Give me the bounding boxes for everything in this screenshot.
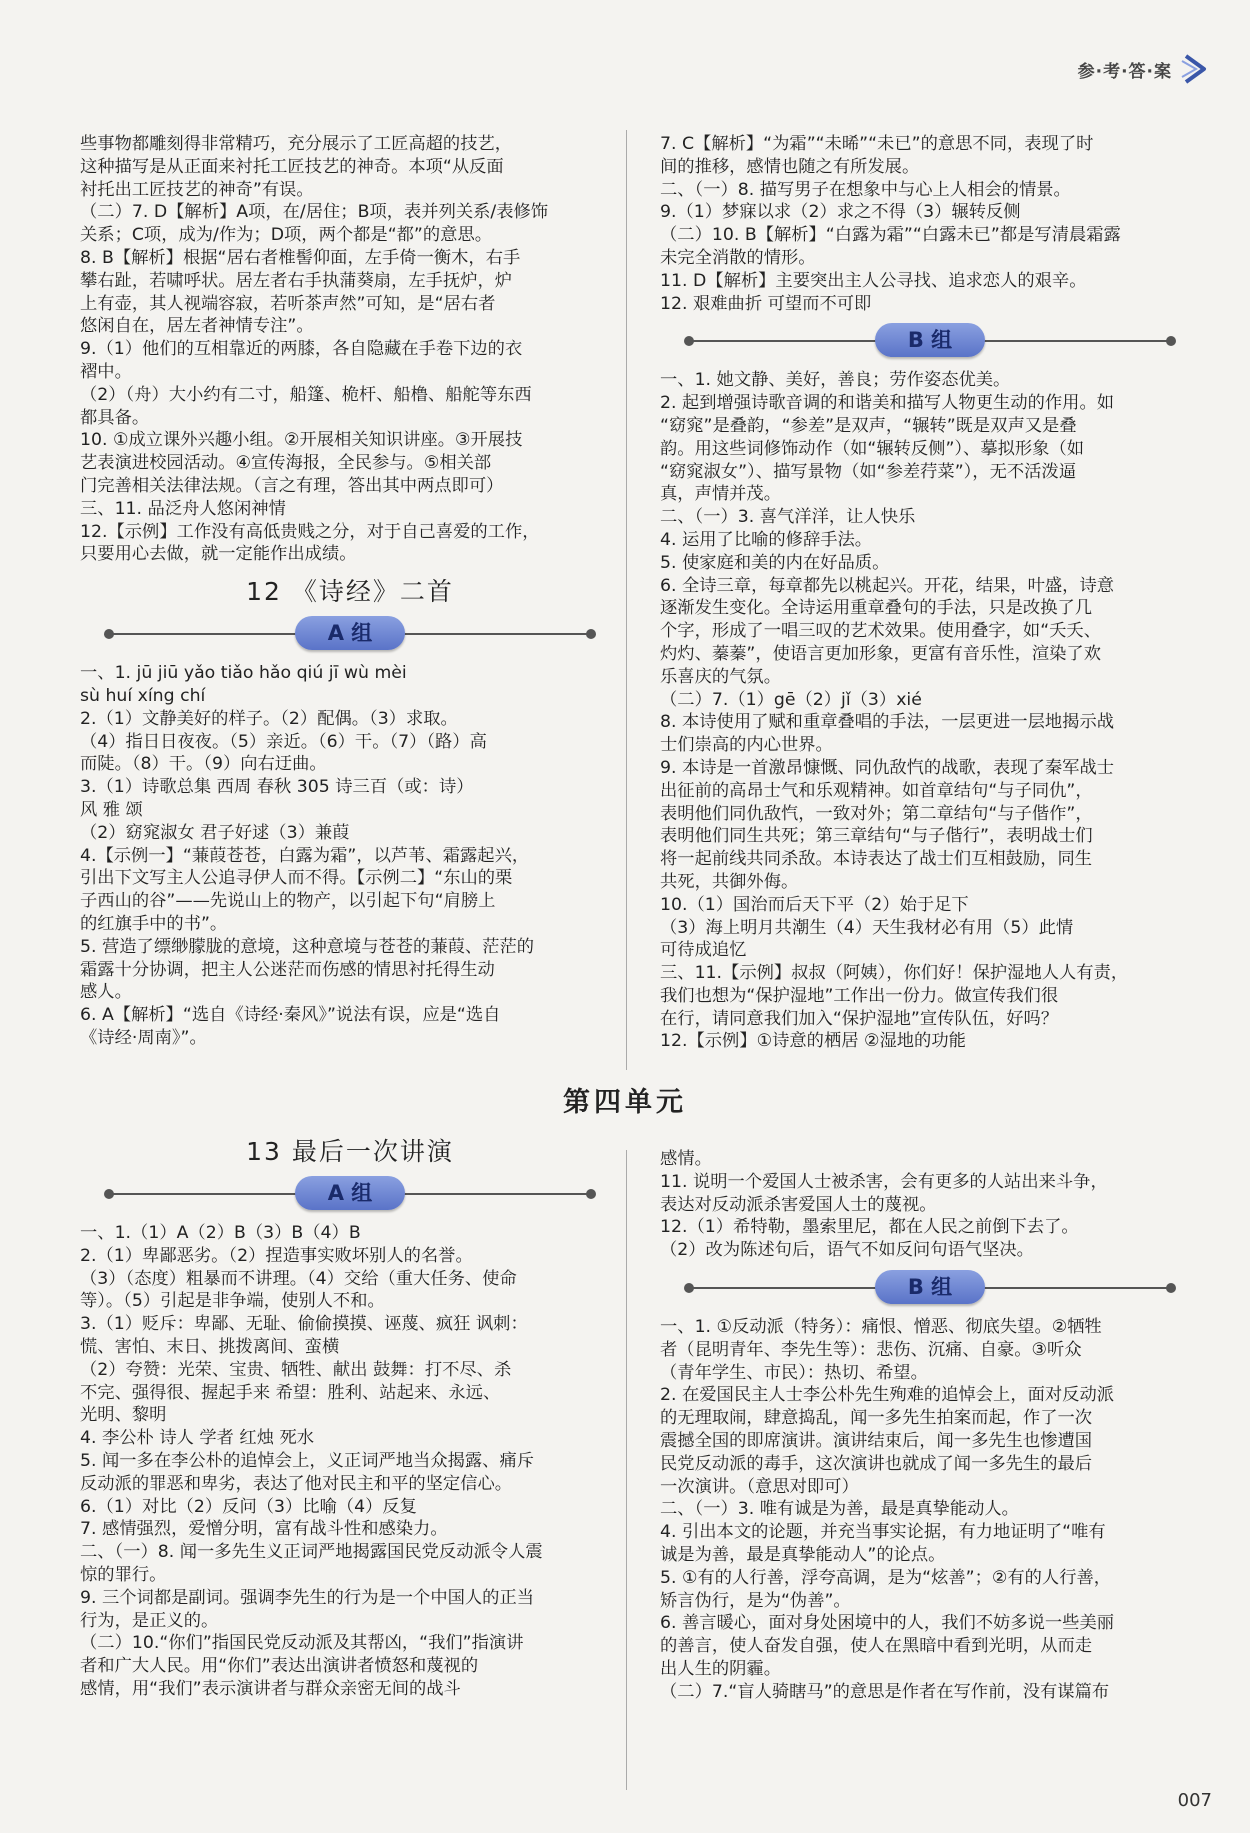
answer-line: 些事物都雕刻得非常精巧，充分展示了工匠高超的技艺， xyxy=(80,134,513,154)
answer-line: 关系；C项，成为/作为；D项，两个都是“都”的意思。 xyxy=(80,225,493,246)
answer-line: 7. C【解析】“为霜”“未晞”“未已”的意思不同，表现了时 xyxy=(660,134,1094,154)
group-a-badge: A 组 xyxy=(295,616,405,650)
answer-line: sù huí xíng chí xyxy=(80,685,206,706)
answer-line: 不完、强得很、握起手来 希望：胜利、站起来、永远、 xyxy=(80,1382,501,1403)
answer-line: 灼灼、蓁蓁”，使语言更加形象，更富有音乐性，渲染了欢 xyxy=(660,643,1101,664)
answer-line: 4. 引出本文的论题，并充当事实论据，有力地证明了“唯有 xyxy=(660,1522,1106,1543)
answer-line: 感情，用“我们”表示演讲者与群众亲密无间的战斗 xyxy=(80,1678,461,1699)
answer-line: 5. 闻一多在李公朴的追悼会上，义正词严地当众揭露、痛斥 xyxy=(80,1450,535,1471)
answer-line: 6. 全诗三章，每章都先以桃起兴。开花，结果，叶盛，诗意 xyxy=(660,575,1115,596)
answer-lines xyxy=(660,133,1200,315)
group-a-divider xyxy=(80,616,620,652)
answer-line: 7. 感情强烈，爱憎分明，富有战斗性和感染力。 xyxy=(80,1519,448,1540)
answer-line: 表明他们同仇敌忾，一致对外；第二章结句“与子偕作”， xyxy=(660,803,1093,824)
answer-line: 真，声情并茂。 xyxy=(660,484,781,505)
answer-line: 的善言，使人奋发自强，使人在黑暗中看到光明，从而走 xyxy=(660,1636,1093,1657)
answer-line: 衬托出工匠技艺的神奇”有误。 xyxy=(80,179,314,200)
right-upper-column xyxy=(660,133,1200,1053)
answer-line: 光明、黎明 xyxy=(80,1405,167,1426)
answer-line: 这种描写是从正面来衬托工匠技艺的神奇。本项“从反面 xyxy=(80,156,504,177)
page-number: 007 xyxy=(1177,1790,1212,1811)
answer-lines xyxy=(80,133,620,566)
answer-lines xyxy=(80,1222,620,1701)
answer-line: 只要用心去做，就一定能作出成绩。 xyxy=(80,544,357,565)
answer-line: 悠闲自在，居左者神情专注”。 xyxy=(80,316,314,337)
answer-line: 感情。 xyxy=(660,1149,712,1169)
answer-line: 11. 说明一个爱国人士被杀害，会有更多的人站出来斗争， xyxy=(660,1171,1108,1192)
chevron-right-icon xyxy=(1178,52,1212,86)
answer-line: 3.（1）贬斥：卑鄙、无耻、偷偷摸摸、诬蔑、疯狂 讽刺： xyxy=(80,1314,528,1335)
answer-line: 10.（1）国治而后天下平（2）始于足下 xyxy=(660,894,969,915)
answer-line: 者和广大人民。用“你们”表达出演讲者愤怒和蔑视的 xyxy=(80,1656,479,1677)
answer-line: 一、1.（1）A（2）B（3）B（4）B xyxy=(80,1223,361,1243)
answer-line: 个字，形成了一唱三叹的艺术效果。使用叠字，如“夭夭、 xyxy=(660,621,1101,642)
column-divider xyxy=(626,1150,627,1790)
answer-line: 9.（1）梦寐以求（2）求之不得（3）辗转反侧 xyxy=(660,202,1021,223)
column-divider xyxy=(626,130,627,1070)
answer-line: 表明他们同生共死；第三章结句“与子偕行”，表明战士们 xyxy=(660,826,1093,847)
left-lower-column xyxy=(80,1126,620,1701)
answer-line: 矫言伪行，是为“伪善”。 xyxy=(660,1590,851,1611)
answer-line: 2.（1）卑鄙恶劣。（2）捏造事实败坏别人的名誉。 xyxy=(80,1245,473,1266)
answer-line: 11. D【解析】主要突出主人公寻找、追求恋人的艰辛。 xyxy=(660,270,1087,291)
answer-line: 5. 营造了缥缈朦胧的意境，这种意境与苍苍的蒹葭、茫茫的 xyxy=(80,936,535,957)
answer-line: 行为，是正义的。 xyxy=(80,1610,219,1631)
answer-line: （3）（态度）粗暴而不讲理。（4）交给（重大任务、使命 xyxy=(80,1268,517,1289)
answer-line: 6. 善言暖心，面对身处困境中的人，我们不妨多说一些美丽 xyxy=(660,1613,1115,1634)
answer-line: （3）海上明月共潮生（4）天生我材必有用（5）此情 xyxy=(660,917,1074,938)
answer-line: 而陡。（8）干。（9）向右迂曲。 xyxy=(80,754,327,775)
answer-line: （2）夸赞：光荣、宝贵、牺牲、献出 鼓舞：打不尽、杀 xyxy=(80,1359,512,1380)
answer-lines xyxy=(660,1148,1200,1262)
left-upper-column xyxy=(80,133,620,1050)
answer-line: 霜露十分协调，把主人公迷茫而伤感的情思衬托得生动 xyxy=(80,959,495,980)
answer-line: 4.【示例一】“蒹葭苍苍，白露为霜”，以芦苇、霜露起兴， xyxy=(80,845,530,866)
answer-line: 10. ①成立课外兴趣小组。②开展相关知识讲座。③开展技 xyxy=(80,430,523,451)
answer-line: （2）（舟）大小约有二寸，船篷、桅杆、船橹、船舵等东西 xyxy=(80,384,532,405)
answer-line: 一次演讲。（意思对即可） xyxy=(660,1476,859,1497)
answer-line: 2. 起到增强诗歌音调的和谐美和描写人物更生动的作用。如 xyxy=(660,393,1115,414)
answer-line: 二、（一）8. 闻一多先生义正词严地揭露国民党反动派令人震 xyxy=(80,1542,543,1563)
answer-line: 的无理取闹，肆意捣乱，闻一多先生拍案而起，作了一次 xyxy=(660,1408,1093,1429)
answer-line: 12.【示例】工作没有高低贵贱之分，对于自己喜爱的工作， xyxy=(80,521,540,542)
group-a-divider xyxy=(80,1176,620,1212)
answer-line: （青年学生、市民）：热切、希望。 xyxy=(660,1362,928,1383)
answer-line: 9. 本诗是一首激昂慷慨、同仇敌忾的战歌，表现了秦军战士 xyxy=(660,757,1115,778)
answer-line: 二、（一）3. 喜气洋洋，让人快乐 xyxy=(660,507,916,528)
answer-line: 乐喜庆的气氛。 xyxy=(660,666,781,687)
answer-line: 诚是为善，最是真挚能动人”的论点。 xyxy=(660,1544,946,1565)
answer-line: 8. B【解析】根据“居右者椎髻仰面，左手倚一衡木，右手 xyxy=(80,247,521,268)
answer-line: 4. 运用了比喻的修辞手法。 xyxy=(660,529,873,550)
answer-line: 6. A【解析】“选自《诗经·秦风》”说法有误，应是“选自 xyxy=(80,1005,501,1026)
answer-line: 等）。（5）引起是非争端，使别人不和。 xyxy=(80,1291,385,1312)
answer-line: （4）指日日夜夜。（5）亲近。（6）干。（7）（路）高 xyxy=(80,731,487,752)
group-b-divider xyxy=(660,323,1200,359)
answer-line: 艺表演进校园活动。④宣传海报，全民参与。⑤相关部 xyxy=(80,453,492,474)
answer-line: 士们崇高的内心世界。 xyxy=(660,735,833,756)
answer-line: 9.（1）他们的互相靠近的两膝，各自隐藏在手卷下边的衣 xyxy=(80,339,523,360)
unit-title: 第四单元 xyxy=(563,1087,687,1118)
answer-line: 韵。用这些词修饰动作（如“辗转反侧”）、摹拟形象（如 xyxy=(660,438,1085,459)
answer-line: 6.（1）对比（2）反问（3）比喻（4）反复 xyxy=(80,1496,417,1517)
answer-lines xyxy=(660,369,1200,1053)
answer-line: 2. 在爱国民主人士李公朴先生殉难的追悼会上，面对反动派 xyxy=(660,1385,1115,1406)
lesson-title-12: 12 《诗经》二首 xyxy=(246,577,454,607)
answer-line: 8. 本诗使用了赋和重章叠唱的手法，一层更进一层地揭示战 xyxy=(660,712,1115,733)
answer-line: 可待成追忆 xyxy=(660,940,747,961)
answer-line: 9. 三个词都是副词。强调李先生的行为是一个中国人的正当 xyxy=(80,1587,535,1608)
group-b-divider xyxy=(660,1270,1200,1306)
answer-line: （二）7.（1）gē（2）jǐ（3）xié xyxy=(660,689,922,710)
answer-line: 风 雅 颂 xyxy=(80,799,143,820)
answer-line: 二、（一）8. 描写男子在想象中与心上人相会的情景。 xyxy=(660,179,1071,200)
answer-line: 者（昆明青年、李先生等）：悲伤、沉痛、自豪。③听众 xyxy=(660,1339,1082,1360)
answer-line: 民党反动派的毒手，这次演讲也就成了闻一多先生的最后 xyxy=(660,1453,1093,1474)
answer-line: 子西山的谷”——先说山上的物产，以引起下句“肩膀上 xyxy=(80,891,496,912)
answer-line: 震撼全国的即席演讲。演讲结束后，闻一多先生也惨遭国 xyxy=(660,1430,1093,1451)
page-header xyxy=(1078,52,1212,86)
answer-line: 12. 艰难曲折 可望而不可即 xyxy=(660,293,872,314)
answer-line: 12.（1）希特勒，墨索里尼，都在人民之前倒下去了。 xyxy=(660,1217,1079,1238)
answer-line: 共死，共御外侮。 xyxy=(660,871,799,892)
answer-line: （2）窈窕淑女 君子好逑（3）兼葭 xyxy=(80,822,350,843)
answer-line: 逐渐发生变化。全诗运用重章叠句的手法，只是改换了几 xyxy=(660,598,1093,619)
answer-line: 间的推移，感情也随之有所发展。 xyxy=(660,156,920,177)
answer-line: （二）7.“盲人骑瞎马”的意思是作者在写作前，没有谋篇布 xyxy=(660,1681,1110,1702)
answer-line: 慌、害怕、末日、挑拨离间、蛮横 xyxy=(80,1336,340,1357)
answer-line: （二）10.“你们”指国民党反动派及其帮凶，“我们”指演讲 xyxy=(80,1633,524,1654)
group-a-badge: A 组 xyxy=(295,1176,405,1210)
answer-line: “窈窕淑女”）、描写景物（如“参差荇菜”），无不活泼逼 xyxy=(660,461,1076,482)
group-b-badge: B 组 xyxy=(875,323,985,357)
answer-line: 表达对反动派杀害爱国人士的蔑视。 xyxy=(660,1194,937,1215)
answer-line: 一、1. 她文静、美好，善良；劳作姿态优美。 xyxy=(660,370,1011,391)
answer-line: 上有壶，其人视端容寂，若听茶声然”可知，是“居右者 xyxy=(80,293,496,314)
right-lower-column xyxy=(660,1148,1200,1704)
answer-line: 在行，请同意我们加入“保护湿地”宣传队伍，好吗？ xyxy=(660,1008,1059,1029)
answer-lines xyxy=(80,662,620,1050)
answer-line: 褶中。 xyxy=(80,361,132,382)
answer-line: 出征前的高昂士气和乐观精神。如首章结句“与子同仇”， xyxy=(660,780,1093,801)
answer-lines xyxy=(660,1316,1200,1704)
answer-line: 三、11.【示例】叔叔（阿姨），你们好！保护湿地人人有责， xyxy=(660,963,1129,984)
answer-line: 12.【示例】①诗意的栖居 ②湿地的功能 xyxy=(660,1031,966,1052)
answer-line: 都具备。 xyxy=(80,407,150,428)
answer-line: 三、11. 品泛舟人悠闲神情 xyxy=(80,498,286,519)
header-label: 参·考·答·案 xyxy=(1077,61,1172,82)
lesson-title-13: 13 最后一次讲演 xyxy=(246,1137,454,1166)
answer-line: 5. 使家庭和美的内在好品质。 xyxy=(660,552,890,573)
group-b-badge: B 组 xyxy=(875,1270,985,1304)
answer-line: 4. 李公朴 诗人 学者 红烛 死水 xyxy=(80,1428,315,1449)
answer-line: 将一起前线共同杀敌。本诗表达了战士们互相鼓励，同生 xyxy=(660,849,1093,870)
answer-line: 的红旗手中的书”。 xyxy=(80,913,228,934)
answer-line: 3.（1）诗歌总集 西周 春秋 305 诗三百（或：诗） xyxy=(80,777,474,798)
answer-line: （二）7. D【解析】A项，在/居住；B项，表并列关系/表修饰 xyxy=(80,202,549,223)
answer-line: 反动派的罪恶和卑劣，表达了他对民主和平的坚定信心。 xyxy=(80,1473,513,1494)
answer-line: 一、1. ①反动派（特务）：痛恨、憎恶、彻底失望。②牺牲 xyxy=(660,1316,1102,1337)
answer-line: 一、1. jū jiū yǎo tiǎo hǎo qiú jī wù mèi xyxy=(80,663,407,684)
answer-line: 5. ①有的人行善，浮夸高调，是为“炫善”；②有的人行善， xyxy=(660,1567,1112,1588)
answer-line: “窈窕”是叠韵，“参差”是双声，“辗转”既是双声又是叠 xyxy=(660,415,1077,436)
answer-line: 我们也想为“保护湿地”工作出一份力。做宣传我们很 xyxy=(660,985,1059,1006)
answer-line: 门完善相关法律法规。（言之有理，答出其中两点即可） xyxy=(80,475,504,496)
answer-line: 惊的罪行。 xyxy=(80,1564,167,1585)
answer-line: （2）改为陈述句后，语气不如反问句语气坚决。 xyxy=(660,1240,1034,1261)
answer-line: 2.（1）文静美好的样子。（2）配偶。（3）求取。 xyxy=(80,708,458,729)
answer-line: （二）10. B【解析】“白露为霜”“白露未已”都是写清晨霜露 xyxy=(660,225,1121,246)
answer-line: 攀右趾，若啸呼状。居左者右手执蒲葵扇，左手抚炉，炉 xyxy=(80,270,513,291)
answer-line: 出人生的阴霾。 xyxy=(660,1658,781,1679)
answer-line: 二、（一）3. 唯有诚是为善，最是真挚能动人。 xyxy=(660,1499,1019,1520)
answer-line: 未完全消散的情形。 xyxy=(660,247,816,268)
answer-line: 《诗经·周南》”。 xyxy=(80,1027,207,1048)
answer-line: 引出下文写主人公追寻伊人而不得。【示例二】“东山的栗 xyxy=(80,868,513,889)
answer-line: 感人。 xyxy=(80,982,132,1003)
